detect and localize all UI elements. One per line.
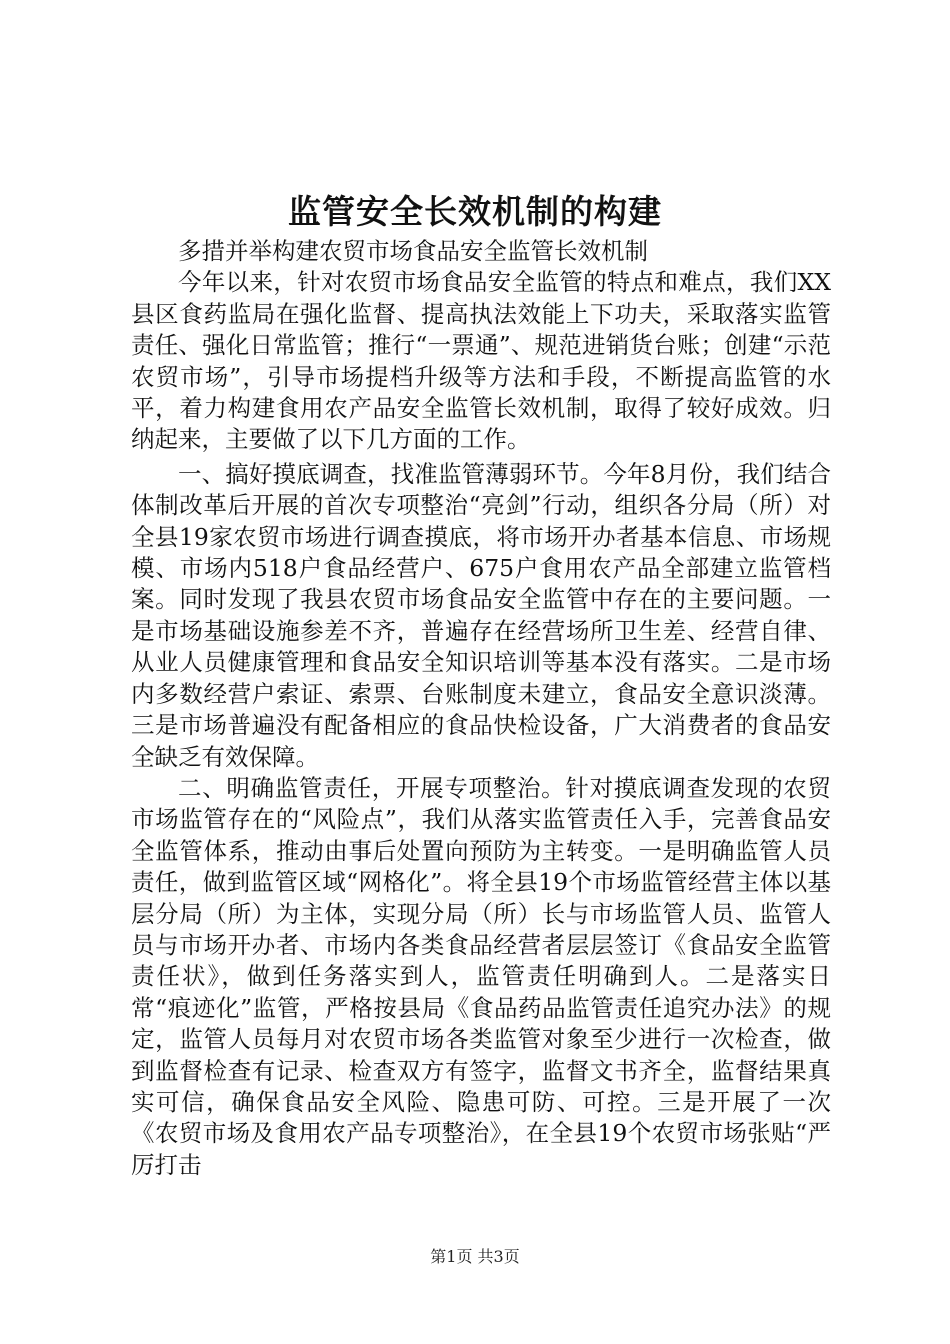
- document-body: [131, 236, 831, 1181]
- page-footer: 第1页 共3页: [430, 1247, 520, 1266]
- subtitle-paragraph: 多措并举构建农贸市场食品安全监管长效机制: [178, 237, 648, 265]
- section-two-paragraph: 二、明确监管责任，开展专项整治。针对摸底调查发现的农贸市场监管存在的“风险点”，我们从落实监管责任入手，完善食品安全监管体系，推动由事后处置向预防为主转变。一是明确监管人员责任，做到监管区域“网格化”。将全县19个市场监管经营主体以基层分局（所）为主体，实现分局（所）长与市场监管人员、监管人员与市场开办者、市场内各类食品经营者层层签订《食品安全监管责任状》，做到任务落实到人，监管责任明确到人。二是落实日常“痕迹化”监管，严格按县局《食品药品监管责任追究办法》的规定，监管人员每月对农贸市场各类监管对象至少进行一次检查，做到监督检查有记录、检查双方有签字，监督文书齐全，监督结果真实可信，确保食品安全风险、隐患可防、可控。三是开展了一次《农贸市场及食用农产品专项整治》，在全县19个农贸市场张贴“严厉打击: [131, 773, 831, 1179]
- document-title: 监管安全长效机制的构建: [288, 192, 662, 231]
- intro-paragraph: 今年以来，针对农贸市场食品安全监管的特点和难点，我们XX县区食药监局在强化监督、提高执法效能上下功夫，采取落实监管责任、强化日常监管；推行“一票通”、规范进销货台账；创建“示范农贸市场”，引导市场提档升级等方法和手段，不断提高监管的水平，着力构建食用农产品安全监管长效机制，取得了较好成效。归纳起来，主要做了以下几方面的工作。: [131, 268, 831, 454]
- section-one-paragraph: 一、搞好摸底调查，找准监管薄弱环节。今年8月份，我们结合体制改革后开展的首次专项整治“亮剑”行动，组织各分局（所）对全县19家农贸市场进行调查摸底，将市场开办者基本信息、市场规模、市场内518户食品经营户、675户食用农产品全部建立监管档案。同时发现了我县农贸市场食品安全监管中存在的主要问题。一是市场基础设施参差不齐，普遍存在经营场所卫生差、经营自律、从业人员健康管理和食品安全知识培训等基本没有落实。二是市场内多数经营户索证、索票、台账制度未建立，食品安全意识淡薄。三是市场普遍没有配备相应的食品快检设备，广大消费者的食品安全缺乏有效保障。: [131, 459, 831, 771]
